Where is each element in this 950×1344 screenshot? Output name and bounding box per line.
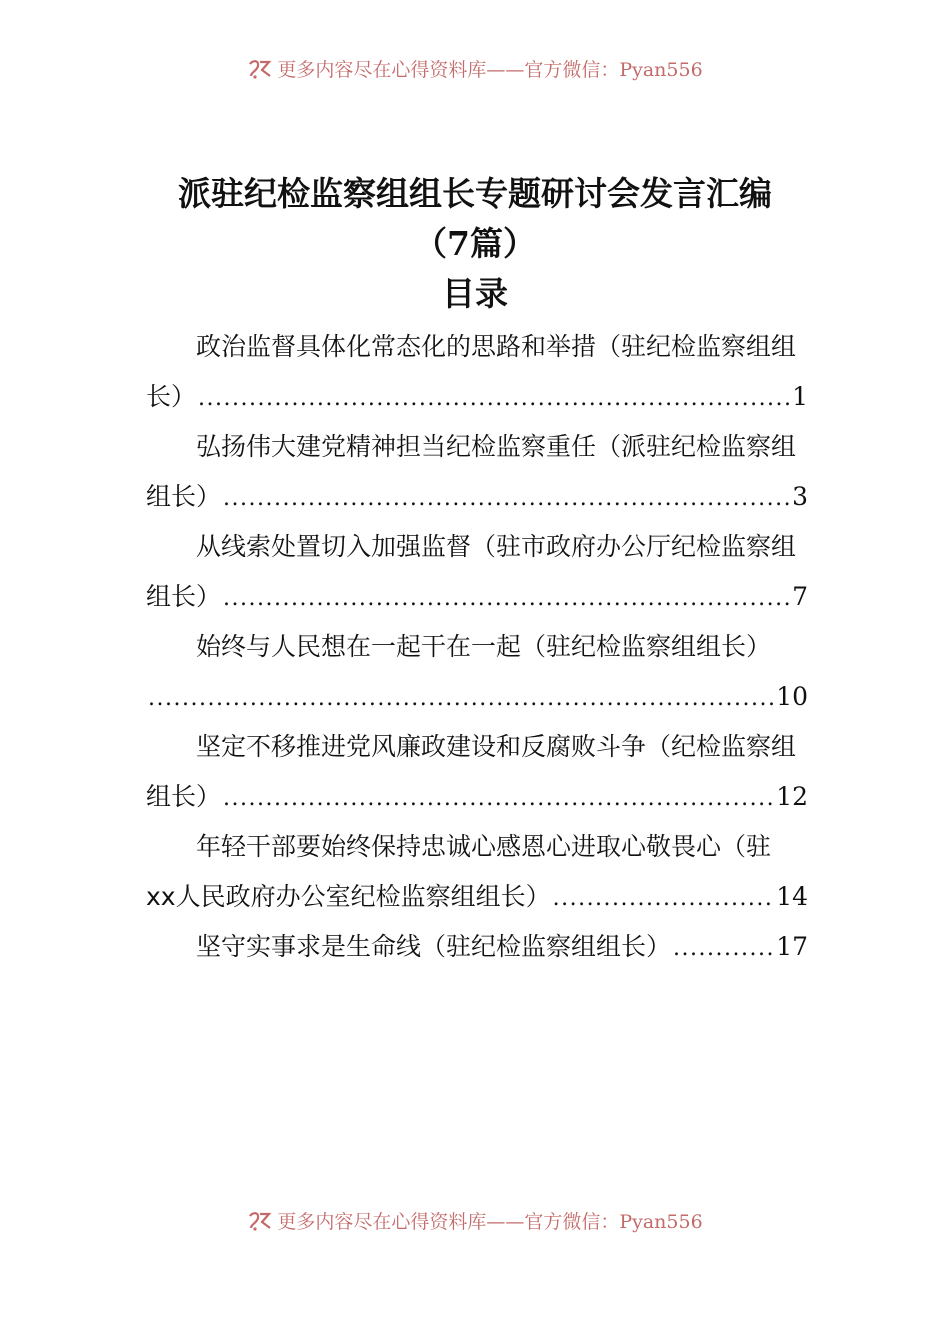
toc-entry-continuation	[146, 472, 808, 522]
dot-leader	[673, 924, 774, 972]
toc-entry-continuation	[146, 372, 808, 422]
header-watermark	[0, 58, 950, 82]
toc-entry-continuation	[146, 672, 808, 722]
doodle-logo-icon	[247, 58, 273, 80]
dot-leader	[198, 374, 790, 422]
toc-entry-title-cont: xx人民政府办公室纪检监察组组长）	[146, 882, 551, 911]
toc-entry-title: 政治监督具体化常态化的思路和举措（驻纪检监察组组	[196, 332, 797, 361]
toc-entry-3[interactable]	[146, 522, 808, 622]
footer-watermark-text: 更多内容尽在心得资料库——官方微信：Pyan556	[277, 1211, 703, 1233]
toc-entry-title-cont: 组长）	[146, 482, 222, 511]
document-title: 派驻纪检监察组组长专题研讨会发言汇编	[178, 174, 772, 213]
toc-entry-continuation	[146, 922, 808, 972]
toc-entry-6[interactable]	[146, 822, 808, 922]
dot-leader	[223, 774, 774, 822]
footer-watermark	[0, 1210, 950, 1234]
document-subtitle-count: （7篇）	[414, 224, 536, 263]
dot-leader	[148, 674, 774, 722]
dot-leader	[223, 474, 790, 522]
toc-heading: 目录	[442, 274, 508, 313]
toc-page-number: 3	[792, 482, 808, 511]
toc-entry-title-cont: 组长）	[146, 782, 222, 811]
toc-entry-title-cont: 组长）	[146, 582, 222, 611]
toc-entry-1[interactable]	[146, 322, 808, 422]
toc-entry-continuation	[146, 872, 808, 922]
table-of-contents	[146, 322, 808, 972]
toc-entry-7[interactable]	[146, 922, 808, 972]
toc-entry-4[interactable]	[146, 622, 808, 722]
toc-page-number: 17	[776, 932, 808, 961]
toc-entry-title: 坚守实事求是生命线（驻纪检监察组组长）	[196, 932, 672, 961]
toc-entry-5[interactable]	[146, 722, 808, 822]
toc-page-number: 12	[776, 782, 808, 811]
toc-entry-continuation	[146, 772, 808, 822]
toc-entry-title: 弘扬伟大建党精神担当纪检监察重任（派驻纪检监察组	[196, 432, 797, 461]
toc-page-number: 14	[776, 882, 808, 911]
toc-entry-title: 年轻干部要始终保持忠诚心感恩心进取心敬畏心（驻	[196, 832, 772, 861]
dot-leader	[553, 874, 775, 922]
toc-page-number: 1	[792, 382, 808, 411]
toc-entry-continuation	[146, 572, 808, 622]
toc-entry-title: 始终与人民想在一起干在一起（驻纪检监察组组长）	[196, 632, 772, 661]
toc-entry-title: 从线索处置切入加强监督（驻市政府办公厅纪检监察组	[196, 532, 797, 561]
toc-entry-title-cont: 长）	[146, 382, 197, 411]
toc-page-number: 7	[792, 582, 808, 611]
dot-leader	[223, 574, 790, 622]
doodle-logo-icon	[247, 1210, 273, 1232]
toc-page-number: 10	[776, 682, 808, 711]
toc-entry-title: 坚定不移推进党风廉政建设和反腐败斗争（纪检监察组	[196, 732, 797, 761]
toc-entry-2[interactable]	[146, 422, 808, 522]
header-watermark-text: 更多内容尽在心得资料库——官方微信：Pyan556	[277, 59, 703, 81]
